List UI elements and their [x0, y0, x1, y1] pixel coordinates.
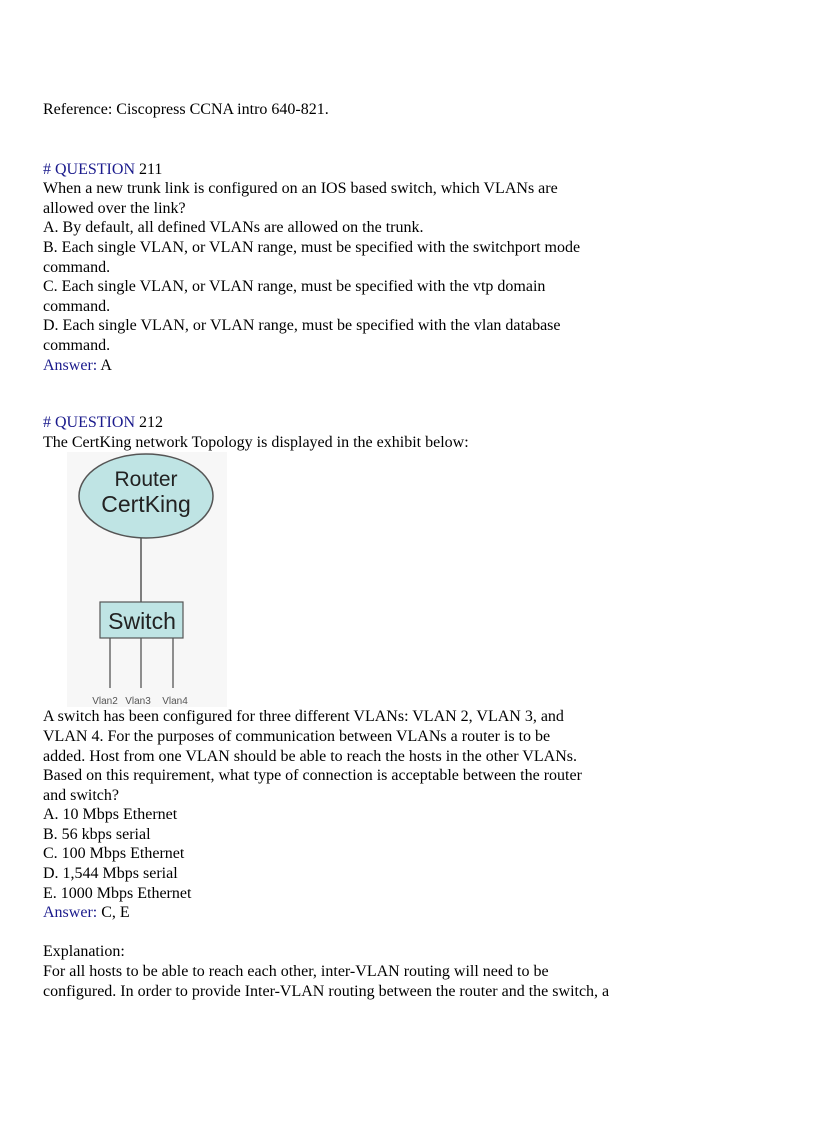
answer-label: Answer:: [43, 904, 98, 922]
question-body-line: Based on this requirement, what type of connection is acceptable between the router: [43, 767, 582, 785]
vlan2-label: Vlan2: [92, 696, 118, 708]
question-number: 212: [139, 414, 163, 432]
answer-option: B. Each single VLAN, or VLAN range, must be specified with the switchport mode: [43, 238, 581, 256]
question-body-line: VLAN 4. For the purposes of communication between VLANs a router is to be: [43, 727, 551, 745]
answer-option: command.: [43, 258, 111, 276]
router-label-line2: CertKing: [101, 491, 191, 518]
question-body-line: and switch?: [43, 786, 119, 804]
answer-line: [43, 903, 783, 923]
network-topology-diagram: [67, 452, 227, 707]
question-body-line: A switch has been configured for three different VLANs: VLAN 2, VLAN 3, and: [43, 708, 564, 726]
answer-option: E. 1000 Mbps Ethernet: [43, 884, 192, 902]
explanation-line: For all hosts to be able to reach each other, inter-VLAN routing will need to be: [43, 963, 549, 981]
vlan4-label: Vlan4: [162, 696, 188, 708]
answer-option: command.: [43, 297, 111, 315]
answer-option: B. 56 kbps serial: [43, 825, 151, 843]
document-page: [43, 100, 783, 1001]
question-211: [43, 160, 783, 376]
reference-line: Reference: Ciscopress CCNA intro 640-821.: [43, 101, 329, 118]
question-212: [43, 413, 783, 1001]
question-intro: The CertKing network Topology is displayed in the exhibit below:: [43, 433, 469, 451]
answer-value: A: [100, 356, 112, 374]
answer-value: C, E: [101, 904, 130, 922]
question-body-line: added. Host from one VLAN should be able to reach the hosts in the other VLANs.: [43, 747, 577, 765]
answer-line: [43, 356, 783, 376]
answer-option: command.: [43, 336, 111, 354]
question-label: # QUESTION: [43, 414, 135, 432]
question-label: # QUESTION: [43, 160, 135, 178]
answer-option: A. By default, all defined VLANs are allowed on the trunk.: [43, 219, 424, 237]
answer-option: D. 1,544 Mbps serial: [43, 865, 178, 883]
question-header: [43, 413, 783, 433]
vlan3-label: Vlan3: [125, 696, 151, 708]
question-header: [43, 160, 783, 180]
answer-option: A. 10 Mbps Ethernet: [43, 806, 178, 824]
answer-label: Answer:: [43, 356, 98, 374]
switch-label: Switch: [108, 608, 176, 635]
router-label-line1: Router: [114, 468, 178, 492]
question-number: 211: [139, 160, 163, 178]
answer-option: C. 100 Mbps Ethernet: [43, 845, 185, 863]
explanation-line: configured. In order to provide Inter-VLAN routing between the router and the switch, a: [43, 982, 610, 1000]
explanation-label: Explanation:: [43, 943, 125, 961]
question-text-line: allowed over the link?: [43, 199, 186, 217]
answer-option: D. Each single VLAN, or VLAN range, must be specified with the vlan database: [43, 317, 561, 335]
question-text-line: When a new trunk link is configured on an IOS based switch, which VLANs are: [43, 180, 558, 198]
answer-option: C. Each single VLAN, or VLAN range, must be specified with the vtp domain: [43, 278, 546, 296]
